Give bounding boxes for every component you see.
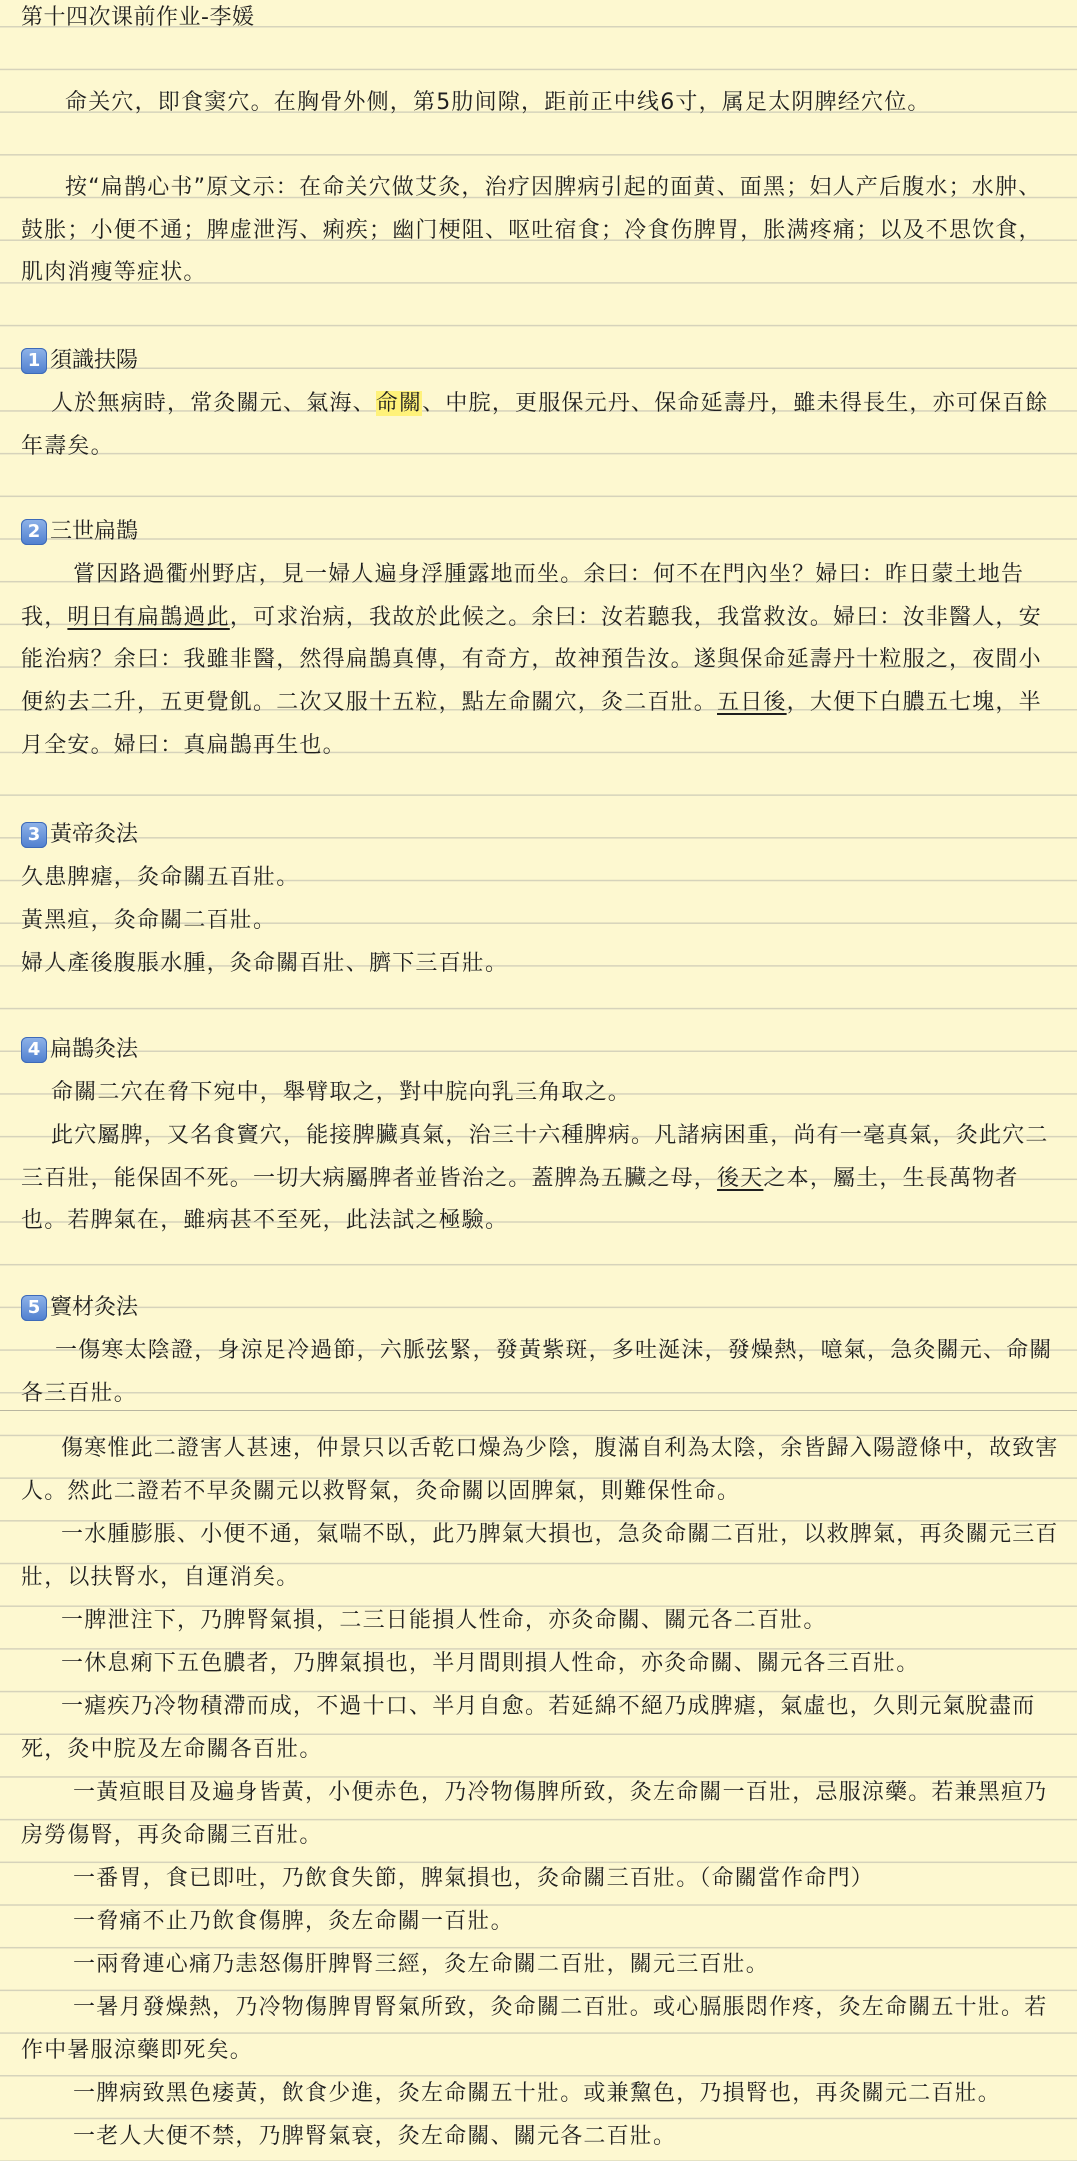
section-5-paragraph-7: 一黃疸眼目及遍身皆黃，小便赤色，乃冷物傷脾所致，灸左命關一百壯，忌服涼藥。若兼黑疸乃房勞傷腎，再灸命關三百壯。 bbox=[21, 1780, 1048, 1848]
highlighted-text: 命關 bbox=[375, 391, 423, 416]
section-1-heading bbox=[21, 340, 138, 382]
section-2-heading bbox=[21, 511, 138, 553]
section-3-heading bbox=[21, 814, 138, 856]
section-5-title: 竇材灸法 bbox=[50, 1295, 139, 1320]
section-3-line-2: 黃黑疸，灸命關二百壯。 bbox=[21, 908, 277, 933]
section-5-paragraph-10: 一兩脅連心痛乃恚怒傷肝脾腎三經，灸左命關二百壯，關元三百壯。 bbox=[73, 1952, 770, 1977]
number-5-badge-icon: 5 bbox=[21, 1295, 47, 1321]
section-5-paragraph-2: 傷寒惟此二證害人甚速，仲景只以舌乾口燥為少陰，腹滿自利為太陰，余皆歸入陽證條中，故致害人。然此二證若不早灸關元以救腎氣，灸命關以固脾氣，則難保性命。 bbox=[21, 1436, 1059, 1504]
section-5-paragraph-9: 一脅痛不止乃飲食傷脾，灸左命關一百壯。 bbox=[73, 1909, 514, 1934]
section-2-paragraph: 嘗因路過衢州野店，見一婦人遍身浮腫露地而坐。余曰：何不在門內坐？婦曰：昨日蒙土地告我，明日有扁鵲過此，可求治病，我故於此候之。余曰：汝若聽我，我當救汝。婦曰：汝非醫人，安能治病？余曰：我雖非醫，然得扁鵲真傳，有奇方，故神預告汝。遂與保命延壽丹十粒服之，夜間小便約去二升，五更覺飢。二次又服十五粒，點左命關穴，灸二百壯。五日後，大便下白膿五七塊，半月全安。婦曰：真扁鵲再生也。 bbox=[21, 562, 1042, 758]
section-5-paragraph-1: 一傷寒太陰證，身涼足冷過節，六脈弦緊，發黃紫斑，多吐涎沫，發燥熱，噫氣，急灸關元、命關各三百壯。 bbox=[21, 1338, 1053, 1406]
underlined-text: 後天 bbox=[717, 1165, 764, 1191]
section-4-heading bbox=[21, 1029, 138, 1071]
section-4-paragraph-2: 此穴屬脾，又名食竇穴，能接脾臟真氣，治三十六種脾病。凡諸病困重，尚有一毫真氣，灸此穴二三百壯，能保固不死。一切大病屬脾者並皆治之。蓋脾為五臟之母，後天之本，屬土，生長萬物者也。若脾氣在，雖病甚不至死，此法試之極驗。 bbox=[21, 1123, 1049, 1234]
number-2-badge-icon: 2 bbox=[21, 519, 47, 545]
number-4-badge-icon: 4 bbox=[21, 1037, 47, 1063]
section-5-paragraph-5: 一休息痢下五色膿者，乃脾氣損也，半月間則損人性命，亦灸命關、關元各三百壯。 bbox=[61, 1651, 920, 1676]
underlined-text: 明日有扁鵲過此 bbox=[67, 604, 230, 630]
section-4-paragraph-1: 命關二穴在脅下宛中，舉臂取之，對中脘向乳三角取之。 bbox=[51, 1080, 632, 1105]
section-1-paragraph: 人於無病時，常灸關元、氣海、命關、中脘，更服保元丹、保命延壽丹，雖未得長生，亦可保百餘年壽矣。 bbox=[21, 391, 1049, 459]
underlined-text: 五日後 bbox=[717, 690, 787, 716]
section-3-title: 黃帝灸法 bbox=[50, 822, 139, 847]
section-5-paragraph-13: 一老人大便不禁，乃脾腎氣衰，灸左命關、關元各二百壯。 bbox=[73, 2124, 677, 2149]
section-5-paragraph-11: 一暑月發燥熱，乃冷物傷脾胃腎氣所致，灸命關二百壯。或心膈脹悶作疼，灸左命關五十壯。若作中暑服涼藥即死矣。 bbox=[21, 1995, 1048, 2063]
section-5-paragraph-3: 一水腫膨脹、小便不通，氣喘不臥，此乃脾氣大損也，急灸命關二百壯，以救脾氣，再灸關元三百壯，以扶腎水，自運消矣。 bbox=[21, 1522, 1059, 1590]
number-3-badge-icon: 3 bbox=[21, 822, 47, 848]
section-1-title: 須識扶陽 bbox=[50, 348, 139, 373]
section-5-paragraph-12: 一脾病致黑色痿黃，飲食少進，灸左命關五十壯。或兼黧色，乃損腎也，再灸關元二百壯。 bbox=[73, 2081, 1002, 2106]
section-3-line-1: 久患脾瘧，灸命關五百壯。 bbox=[21, 865, 300, 890]
intro-paragraph-1: 命关穴，即食窦穴。在胸骨外侧，第5肋间隙，距前正中线6寸，属足太阴脾经穴位。 bbox=[65, 90, 931, 115]
page-title: 第十四次课前作业-李媛 bbox=[21, 5, 255, 30]
section-5-paragraph-4: 一脾泄注下，乃脾腎氣損，二三日能損人性命，亦灸命關、關元各二百壯。 bbox=[61, 1608, 827, 1633]
page-break-divider bbox=[0, 1410, 1077, 1411]
section-5-paragraph-8: 一番胃，食已即吐，乃飲食失節，脾氣損也，灸命關三百壯。（命關當作命門） bbox=[73, 1866, 875, 1891]
section-5-heading bbox=[21, 1287, 138, 1329]
number-1-badge-icon: 1 bbox=[21, 348, 47, 374]
intro-paragraph-2: 按“扁鹊心书”原文示：在命关穴做艾灸，治疗因脾病引起的面黄、面黑；妇人产后腹水；水肿、鼓胀；小便不通；脾虚泄泻、痢疾；幽门梗阻、呕吐宿食；冷食伤脾胃，胀满疼痛；以及不思饮食，肌肉消瘦等症状。 bbox=[21, 175, 1042, 286]
section-2-title: 三世扁鵲 bbox=[50, 519, 139, 544]
section-4-title: 扁鵲灸法 bbox=[50, 1037, 139, 1062]
section-5-paragraph-6: 一瘧疾乃冷物積滯而成，不過十口、半月自愈。若延綿不絕乃成脾瘧，氣虛也，久則元氣脫盡而死，灸中脘及左命關各百壯。 bbox=[21, 1694, 1036, 1762]
section-3-line-3: 婦人產後腹脹水腫，灸命關百壯、臍下三百壯。 bbox=[21, 951, 509, 976]
